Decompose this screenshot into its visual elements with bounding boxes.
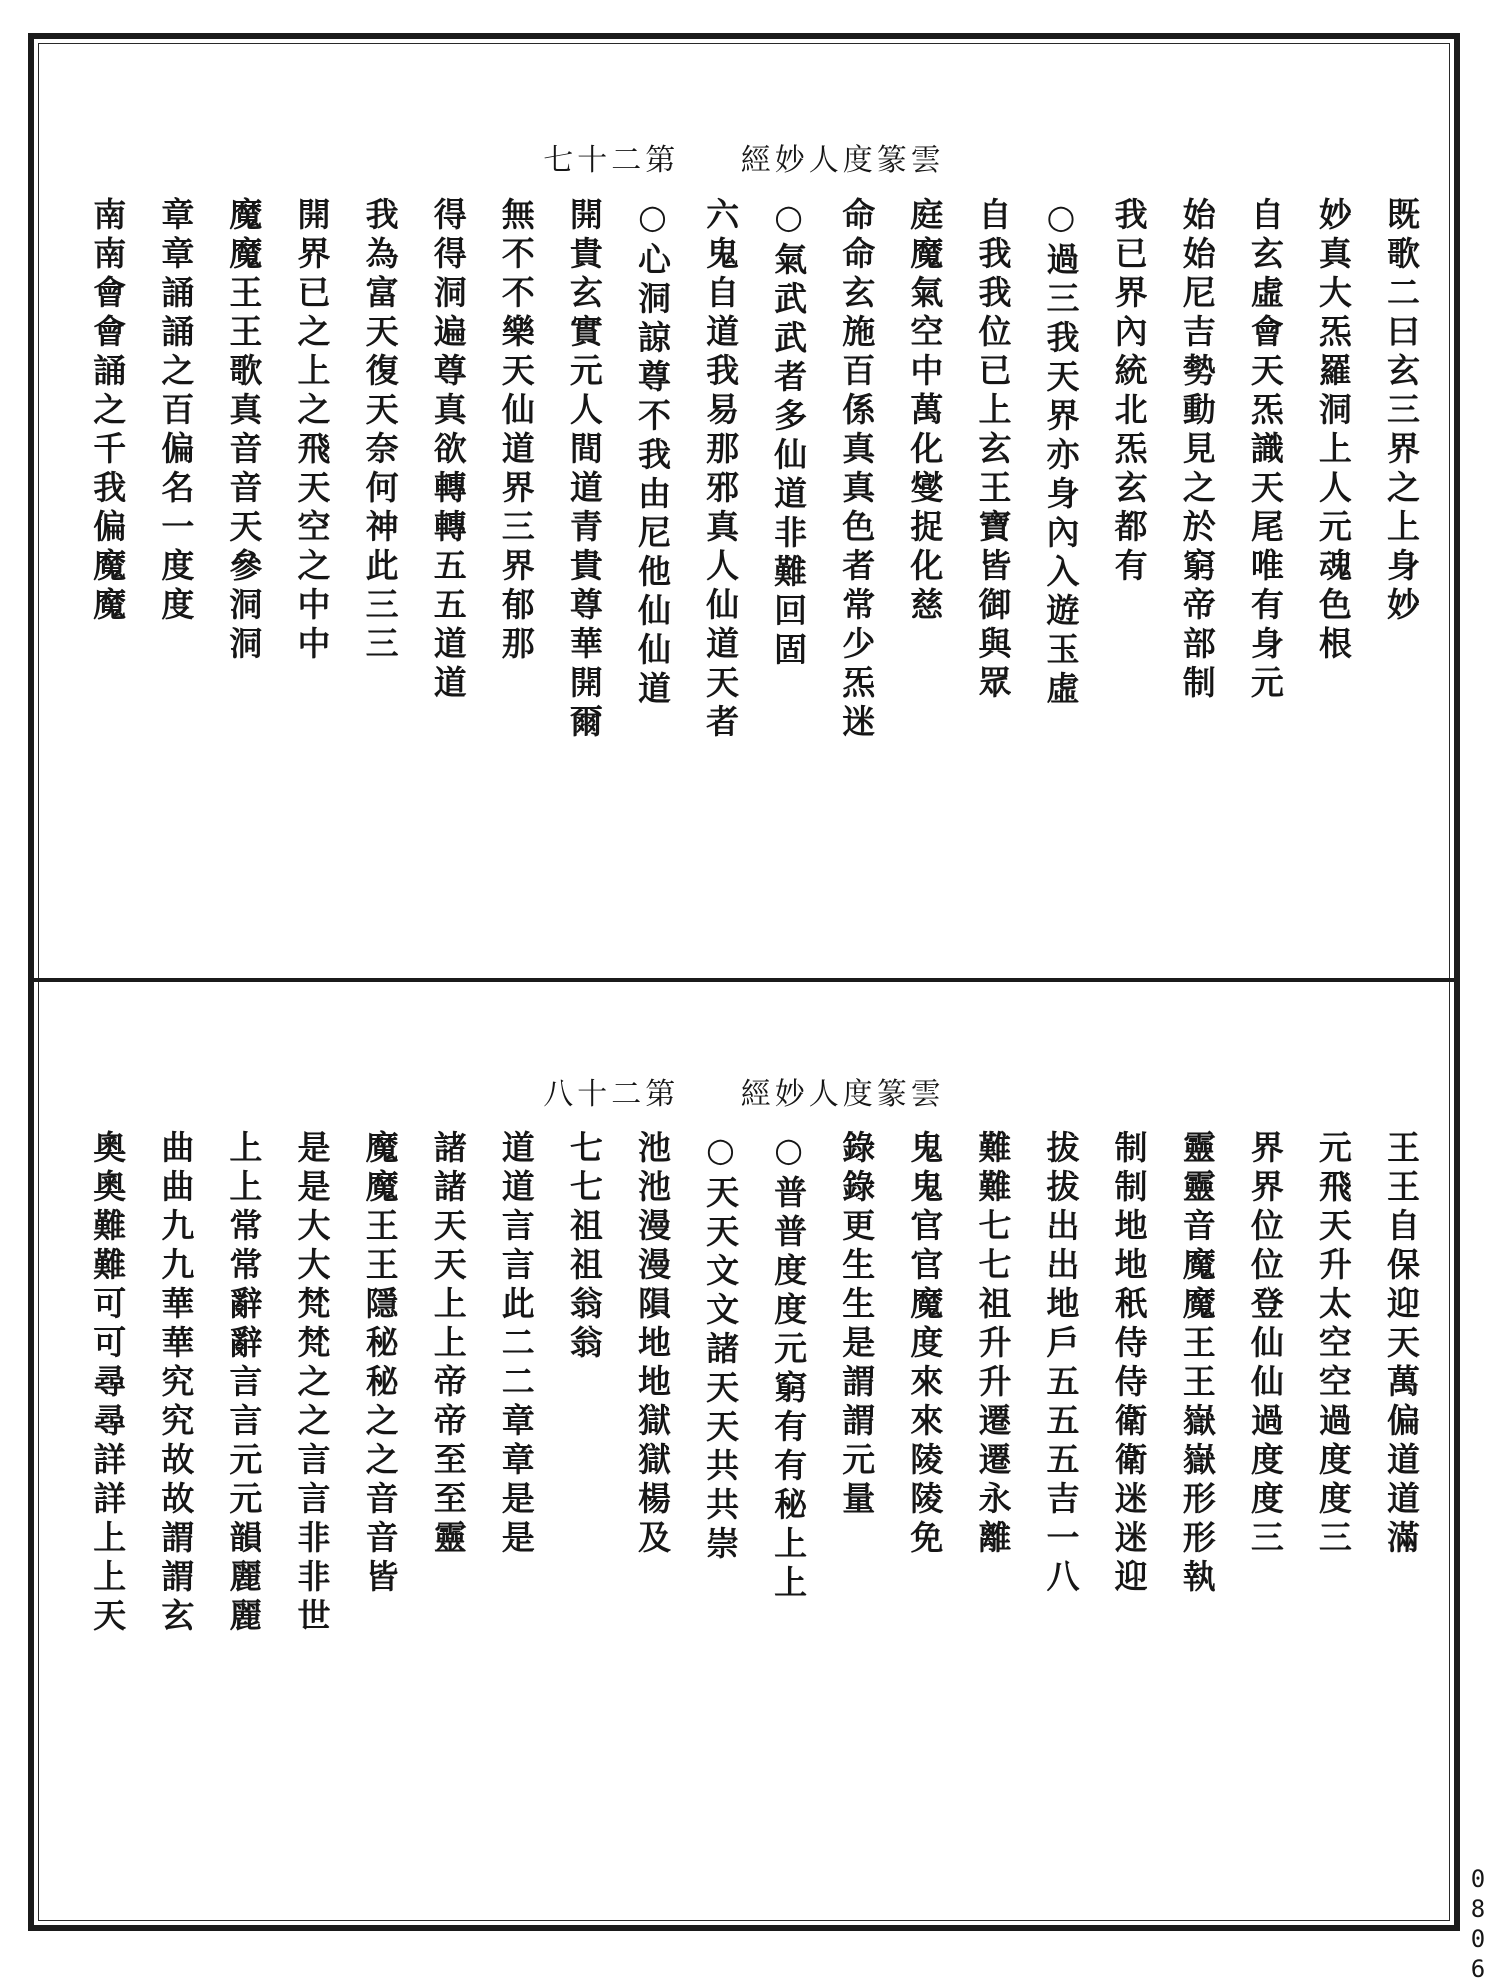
text-column: 六鬼自道我易那邪真人仙道天者 <box>701 197 741 743</box>
bottom-chapter-label: 八十二第 <box>543 1077 680 1112</box>
text-column: 得得洞遍尊真欲轉轉五五道道 <box>428 197 468 704</box>
text-column: 奧奧難難可可尋尋詳詳上上天 <box>88 1130 128 1637</box>
top-panel <box>34 39 1454 978</box>
text-column: 上上常常辭辭言言元元韻麗麗 <box>224 1130 264 1637</box>
text-column: 難難七七祖升升遷遷永離 <box>973 1130 1013 1559</box>
text-column: 魔魔王王隱秘秘之之音音皆 <box>360 1130 400 1598</box>
bottom-text-columns <box>84 1130 1424 1890</box>
bottom-header <box>34 1069 1454 1113</box>
text-column: 池池漫漫隕地地獄獄楊及 <box>632 1130 672 1559</box>
text-column: 無不不樂天仙道界三界郁那 <box>496 197 536 665</box>
text-column: 我為富天復天奈何神此三三 <box>360 197 400 665</box>
text-column: 王王自保迎天萬偏道道滿 <box>1382 1130 1421 1559</box>
text-column: 南南會會誦之千我偏魔魔 <box>88 197 128 626</box>
text-column: 靈靈音魔魔王王嶽嶽形形執 <box>1177 1130 1217 1598</box>
text-column: ○心洞諒尊不我由尼他仙仙道 <box>632 197 672 710</box>
text-column: ○氣武武者多仙道非難回固 <box>769 197 809 671</box>
text-column: 庭魔氣空中萬化燮捉化慈 <box>905 197 945 626</box>
text-column: 自玄虛會天炁識天尾唯有身元 <box>1245 197 1285 704</box>
text-column: 我已界內統北炁玄都有 <box>1109 197 1149 587</box>
text-column: 魔魔王王歌真音音天參洞洞 <box>224 197 264 665</box>
top-scripture-title: 經妙人度篆雲 <box>740 143 945 178</box>
text-column: 命命玄施百係真真色者常少炁迷 <box>837 197 877 743</box>
page-number: 0806 <box>1464 1865 1492 1985</box>
text-column: 元飛天升太空空過度度三 <box>1313 1130 1353 1559</box>
text-column: 錄錄更生生是謂謂元量 <box>837 1130 877 1520</box>
top-header <box>34 135 1454 179</box>
text-column: 是是大大梵梵之之言言非非世 <box>292 1130 332 1637</box>
text-column: 妙真大炁羅洞上人元魂色根 <box>1313 197 1353 665</box>
top-chapter-label: 七十二第 <box>543 143 680 178</box>
text-column: 開界已之上之飛天空之中中 <box>292 197 332 665</box>
text-column: 七七祖祖翁翁 <box>564 1130 604 1364</box>
text-column: ○過三我天界亦身內入遊玉虛 <box>1041 197 1081 710</box>
text-column: ○天天文文諸天天共共崇 <box>701 1130 741 1565</box>
text-column: ○普普度度元窮有有秘上上 <box>769 1130 809 1604</box>
bottom-panel <box>34 982 1454 1925</box>
text-column: 既歌二曰玄三界之上身妙 <box>1382 197 1421 626</box>
text-column: 道道言言此二二章章是是 <box>496 1130 536 1559</box>
bottom-scripture-title: 經妙人度篆雲 <box>740 1077 945 1112</box>
text-column: 界界位位登仙仙過度度三 <box>1245 1130 1285 1559</box>
text-column: 制制地地秖侍侍衛衛迷迷迎 <box>1109 1130 1149 1598</box>
text-column: 拔拔出出地戶五五五吉一八 <box>1041 1130 1081 1598</box>
text-column: 開貴玄實元人間道青貴尊華開爾 <box>564 197 604 743</box>
text-column: 自我我位已上玄王寶皆御與眾 <box>973 197 1013 704</box>
text-column: 諸諸天天上上帝帝至至靈 <box>428 1130 468 1559</box>
text-column: 鬼鬼官官魔度來來陵陵免 <box>905 1130 945 1559</box>
text-column: 始始尼吉勢動見之於窮帝部制 <box>1177 197 1217 704</box>
text-column: 章章誦誦之百偏名一度度 <box>156 197 196 626</box>
text-column: 曲曲九九華華究究故故謂謂玄 <box>156 1130 196 1637</box>
top-text-columns <box>84 197 1424 957</box>
